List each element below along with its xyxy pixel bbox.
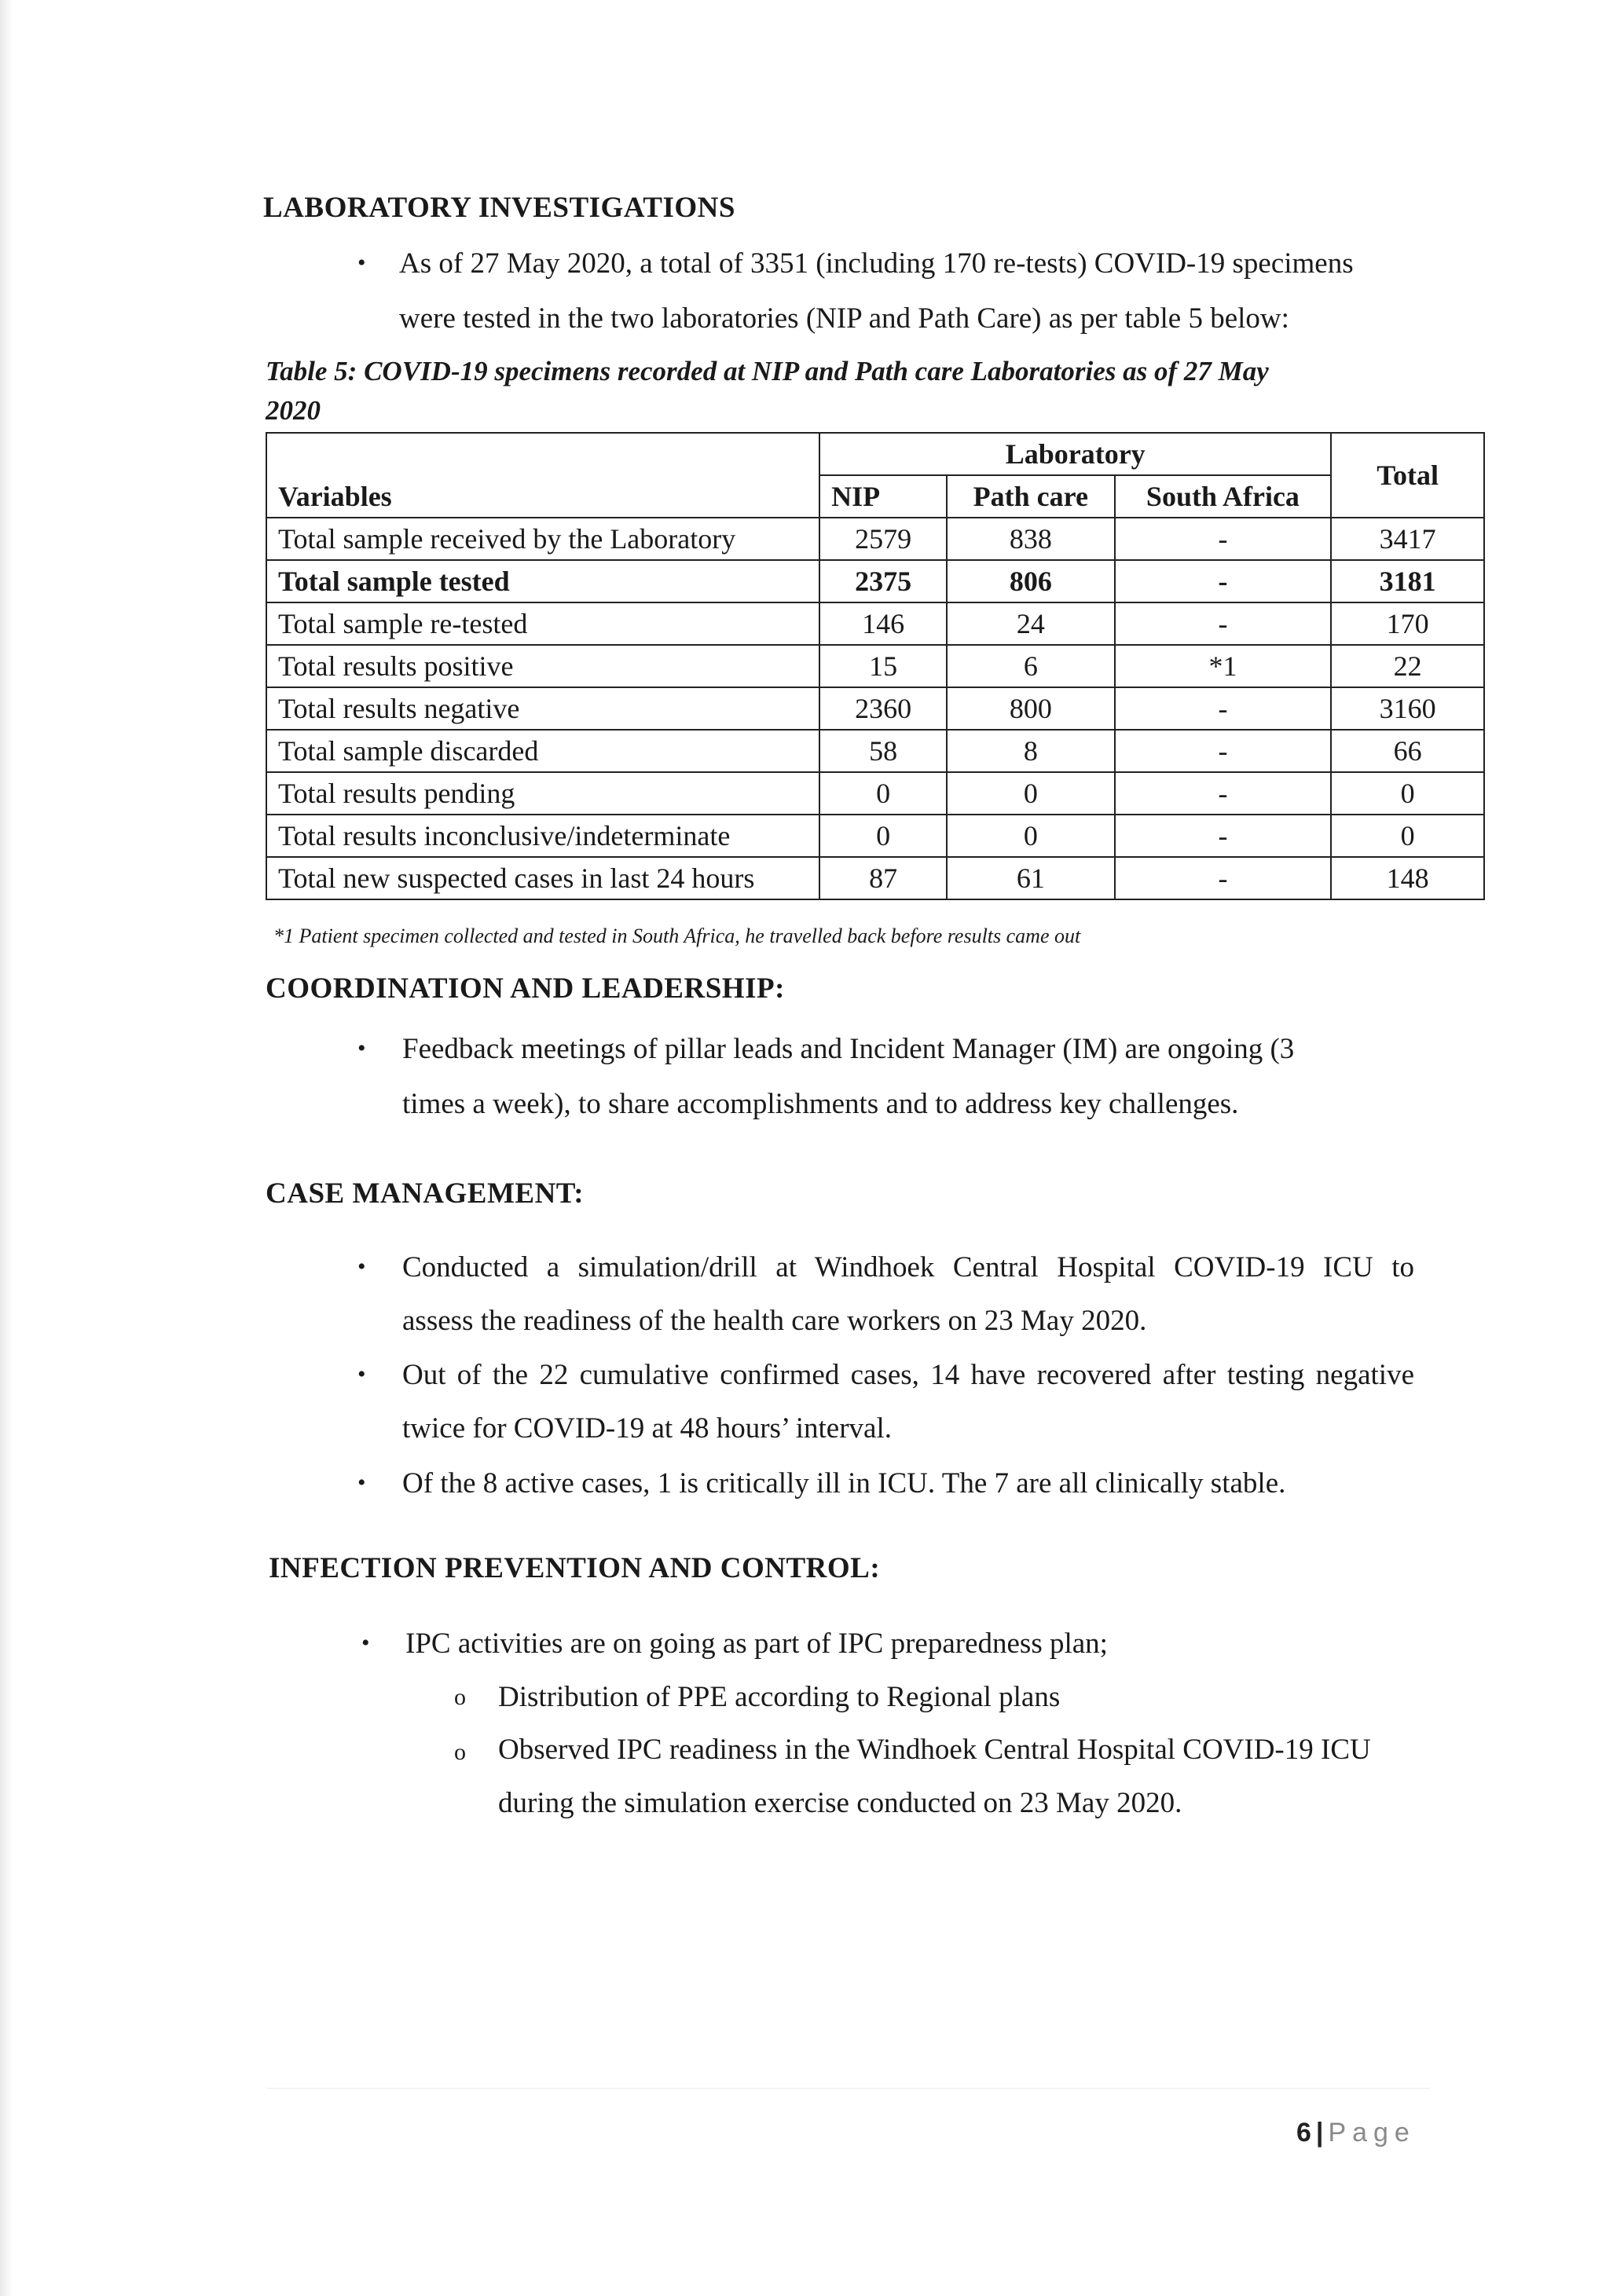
variables-header: Variables — [266, 475, 819, 518]
laboratory-table — [266, 432, 1485, 900]
total-header: Total — [1331, 433, 1484, 518]
south-africa-value: *1 — [1115, 645, 1332, 687]
south-africa-value: - — [1115, 772, 1332, 815]
case-bullet1-line2: assess the readiness of the health care workers on 23 May 2020. — [402, 1305, 1147, 1337]
ipc-sub1: Distribution of PPE according to Regional plans — [498, 1681, 1061, 1713]
circle-bullet-icon: o — [454, 1739, 466, 1765]
bullet-icon: • — [357, 250, 366, 276]
coordination-bullet-line1: Feedback meetings of pillar leads and Incident Manager (IM) are ongoing (3 — [402, 1033, 1295, 1065]
total-value: 0 — [1331, 772, 1484, 815]
footer-divider — [267, 2088, 1430, 2089]
bullet-icon: • — [361, 1630, 370, 1656]
coordination-bullet-line2: times a week), to share accomplishments and to address key challenges. — [402, 1088, 1239, 1120]
total-value: 3160 — [1331, 687, 1484, 730]
ipc-heading: INFECTION PREVENTION AND CONTROL: — [269, 1552, 881, 1584]
row-label: Total results positive — [266, 645, 819, 687]
page-word: Page — [1328, 2118, 1416, 2148]
coordination-heading: COORDINATION AND LEADERSHIP: — [266, 972, 785, 1005]
total-value: 22 — [1331, 645, 1484, 687]
south-africa-header: South Africa — [1115, 475, 1332, 518]
page-number — [1296, 2118, 1416, 2148]
case-bullet2-line2: twice for COVID-19 at 48 hours’ interval. — [402, 1412, 893, 1445]
ipc-sub2-line2: during the simulation exercise conducted on 23 May 2020. — [498, 1787, 1182, 1819]
nip-value: 87 — [819, 857, 947, 899]
south-africa-value: - — [1115, 815, 1332, 857]
row-label: Total sample re-tested — [266, 602, 819, 645]
row-label: Total new suspected cases in last 24 hours — [266, 857, 819, 899]
case-management-heading: CASE MANAGEMENT: — [266, 1177, 585, 1210]
nip-header: NIP — [819, 475, 947, 518]
nip-value: 146 — [819, 602, 947, 645]
lab-investigations-heading: LABORATORY INVESTIGATIONS — [263, 192, 735, 224]
case-bullet2-line1: Out of the 22 cumulative confirmed cases, 14 have recovered after testing negative — [402, 1359, 1414, 1391]
table-row — [266, 815, 1484, 857]
nip-value: 0 — [819, 815, 947, 857]
total-value: 148 — [1331, 857, 1484, 899]
south-africa-value: - — [1115, 560, 1332, 602]
pathcare-value: 806 — [947, 560, 1115, 602]
table-row — [266, 687, 1484, 730]
south-africa-value: - — [1115, 518, 1332, 560]
case-bullet3-line1: Of the 8 active cases, 1 is critically ill in ICU. The 7 are all clinically stable. — [402, 1467, 1286, 1500]
nip-value: 0 — [819, 772, 947, 815]
scan-edge-shadow — [0, 0, 13, 2296]
row-label: Total results pending — [266, 772, 819, 815]
row-label: Total sample received by the Laboratory — [266, 518, 819, 560]
table-row — [266, 730, 1484, 772]
pathcare-header: Path care — [947, 475, 1115, 518]
row-label: Total results negative — [266, 687, 819, 730]
bullet-icon: • — [357, 1361, 366, 1387]
table-caption-line1: Table 5: COVID-19 specimens recorded at NIP and Path care Laboratories as of 27 May — [266, 356, 1269, 386]
row-label: Total results inconclusive/indeterminate — [266, 815, 819, 857]
row-label: Total sample tested — [266, 560, 819, 602]
south-africa-value: - — [1115, 857, 1332, 899]
table-row — [266, 857, 1484, 899]
pathcare-value: 8 — [947, 730, 1115, 772]
nip-value: 15 — [819, 645, 947, 687]
bullet-icon: • — [357, 1035, 366, 1061]
table-header-blank — [266, 433, 819, 475]
table-caption-line2: 2020 — [266, 395, 321, 426]
table-header-row-1 — [266, 433, 1484, 475]
row-label: Total sample discarded — [266, 730, 819, 772]
total-value: 66 — [1331, 730, 1484, 772]
south-africa-value: - — [1115, 730, 1332, 772]
table-footnote: *1 Patient specimen collected and tested in South Africa, he travelled back before results came out — [273, 925, 1081, 947]
lab-bullet-line2: were tested in the two laboratories (NIP and Path Care) as per table 5 below: — [399, 302, 1289, 335]
total-value: 0 — [1331, 815, 1484, 857]
pathcare-value: 61 — [947, 857, 1115, 899]
pathcare-value: 0 — [947, 815, 1115, 857]
table-row — [266, 560, 1484, 602]
table-caption — [266, 352, 1397, 430]
ipc-sub2-line1: Observed IPC readiness in the Windhoek Central Hospital COVID-19 ICU — [498, 1734, 1371, 1766]
circle-bullet-icon: o — [454, 1684, 466, 1710]
pathcare-value: 0 — [947, 772, 1115, 815]
total-value: 170 — [1331, 602, 1484, 645]
ipc-bullet-line1: IPC activities are on going as part of IPC preparedness plan; — [405, 1628, 1108, 1660]
pathcare-value: 24 — [947, 602, 1115, 645]
total-value: 3181 — [1331, 560, 1484, 602]
bullet-icon: • — [357, 1254, 366, 1280]
laboratory-group-header: Laboratory — [819, 433, 1331, 475]
table-row — [266, 518, 1484, 560]
page-number-value: 6 — [1296, 2118, 1311, 2148]
table-row — [266, 602, 1484, 645]
table-row — [266, 645, 1484, 687]
nip-value: 2360 — [819, 687, 947, 730]
case-bullet1-line1: Conducted a simulation/drill at Windhoek Central Hospital COVID-19 ICU to — [402, 1251, 1414, 1283]
south-africa-value: - — [1115, 602, 1332, 645]
table-header-row-2 — [266, 475, 1484, 518]
lab-bullet-line1: As of 27 May 2020, a total of 3351 (including 170 re-tests) COVID-19 specimens — [399, 247, 1354, 280]
nip-value: 2375 — [819, 560, 947, 602]
total-value: 3417 — [1331, 518, 1484, 560]
south-africa-value: - — [1115, 687, 1332, 730]
pathcare-value: 838 — [947, 518, 1115, 560]
pathcare-value: 800 — [947, 687, 1115, 730]
bullet-icon: • — [357, 1470, 366, 1496]
page-number-separator: | — [1315, 2118, 1324, 2148]
table-row — [266, 772, 1484, 815]
nip-value: 58 — [819, 730, 947, 772]
pathcare-value: 6 — [947, 645, 1115, 687]
nip-value: 2579 — [819, 518, 947, 560]
